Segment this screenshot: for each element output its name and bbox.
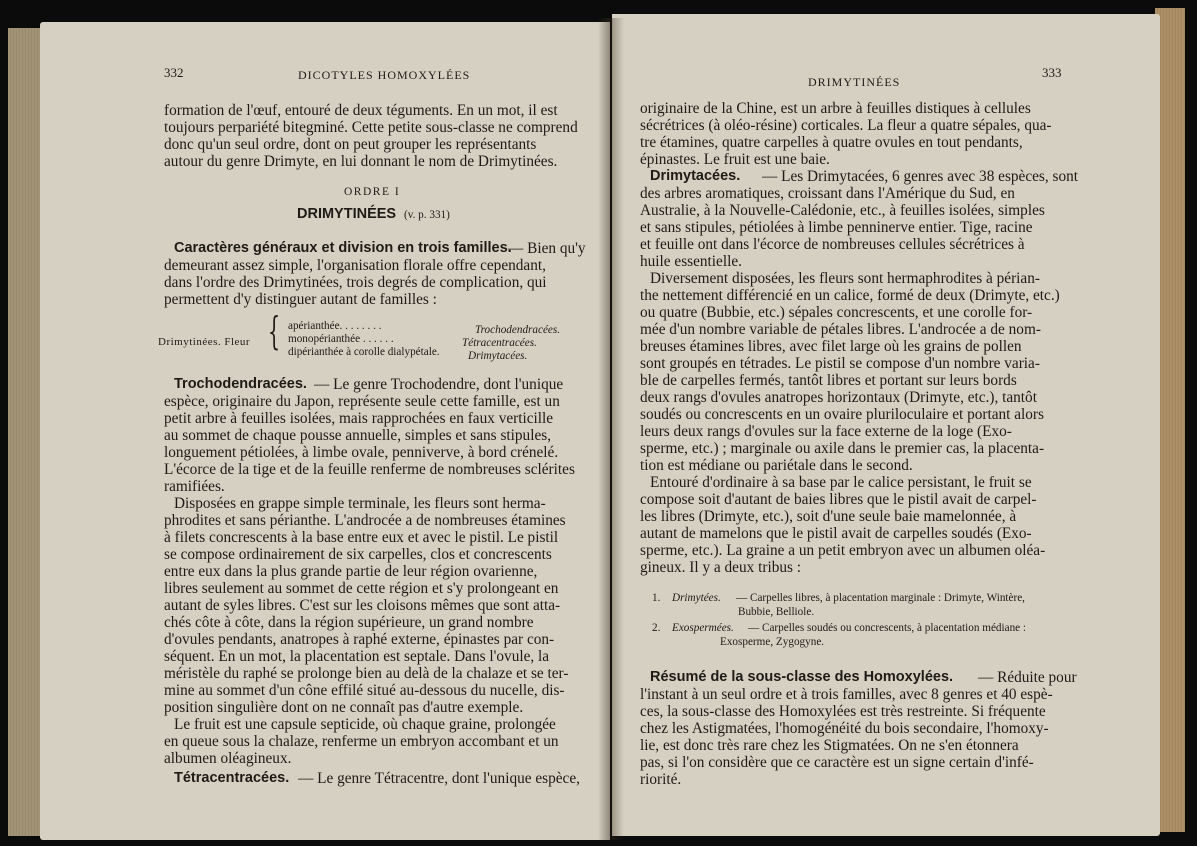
section-title: DRIMYTINÉES: [297, 206, 397, 222]
text-line: autant de mamelons que le pistil avait de carpelles soudés (Exo-: [640, 525, 1032, 542]
text-line: à filets concrescents à la base entre eux et avec le pistil. Le pistil: [164, 529, 559, 546]
trocho-heading: Trochodendracées.: [174, 376, 307, 392]
tribe-text: — Carpelles libres, à placentation marginale : Drimyte, Wintère,: [736, 592, 1025, 604]
text-line: ces, la sous-classe des Homoxylées est très restreinte. Si fréquente: [640, 703, 1046, 720]
text-line: entre eux dans la plus grande partie de leur région ovarienne,: [164, 563, 538, 580]
text-line: demeurant assez simple, l'organisation florale offre cependant,: [164, 257, 546, 274]
text-line: leurs deux rangs d'ovules sur la face externe de la loge (Exo-: [640, 423, 1012, 440]
text-line: originaire de la Chine, est un arbre à feuilles distiques à cellules: [640, 100, 1031, 117]
text-line: Le fruit est une capsule septicide, où chaque graine, prolongée: [174, 716, 556, 733]
text-line: en queue sous la chalaze, renferme un embryon accombant et un: [164, 733, 559, 750]
text-line: position singulière dont on ne connaît pas d'autre exemple.: [164, 699, 524, 716]
left-page: [40, 22, 610, 840]
text-line: et sans stipules, pétiolées à limbe penninerve entier. Tige, racine: [640, 219, 1033, 236]
text-line: soudés ou concrescents en un ovaire pluriloculaire et portant alors: [640, 406, 1044, 423]
text-line: se compose ordinairement de six carpelles, clos et concrescents: [164, 546, 552, 563]
text-line: tre étamines, quatre carpelles à quatre ovules en tout pendants,: [640, 134, 1023, 151]
text-line: méristèle du raphé se prolonge bien au delà de la chalaze et se ter-: [164, 665, 569, 682]
table-label: Drimytinées. Fleur: [158, 336, 251, 348]
text-line: permettent d'y distinguer autant de familles :: [164, 291, 437, 308]
tribe-number: 2.: [652, 622, 661, 634]
text-line: libres seulement au sommet de cette région et s'y prolongeant en: [164, 580, 559, 597]
text-line: épinastes. Le fruit est une baie.: [640, 151, 830, 168]
text-line: les libres (Drimyte, etc.), soit d'une seule baie mamelonnée, à: [640, 508, 1017, 525]
text-line: dans l'ordre des Drimytinées, trois degrés de complication, qui: [164, 274, 547, 291]
text-line: formation de l'œuf, entouré de deux téguments. En un mot, il est: [164, 102, 558, 119]
text-line: chez les Astigmatées, l'homogénéité du bois secondaire, l'homoxy-: [640, 720, 1049, 737]
running-head: DICOTYLES HOMOXYLÉES: [298, 68, 471, 82]
text-line: sperme, etc.) ; marginale ou axile dans le premier cas, la placenta-: [640, 440, 1045, 457]
text-line: breuses étamines libres, avec filet large où les grains de pollen: [640, 338, 1022, 355]
text-line: d'ovules pendants, anatropes à raphé externe, épinastes par con-: [164, 631, 555, 648]
text-line: toujours perpariété bitegminé. Cette petite sous-classe ne comprend: [164, 119, 578, 136]
text-line: des arbres aromatiques, croissant dans l'Amérique du Sud, en: [640, 185, 1015, 202]
text-line: the nettement différencié en un calice, formé de deux (Drimyte, etc.): [640, 287, 1060, 304]
table-row-left: monopérianthée . . . . . .: [288, 333, 394, 345]
ordre-label: ORDRE I: [344, 186, 401, 198]
text-line: tion est médiane ou pariétale dans le second.: [640, 457, 913, 474]
text-line: riorité.: [640, 771, 682, 788]
text-line: lie, est donc très rare chez les Stigmatées. On ne s'en étonnera: [640, 737, 1019, 754]
text-line: longuement pétiolées, à limbe ovale, penniverve, à bord crénelé.: [164, 444, 559, 461]
tribe-name: Exospermées.: [672, 622, 734, 634]
text-line: autant de syles libres. C'est sur les cloisons mêmes que sont atta-: [164, 597, 561, 614]
table-row-left: apérianthée. . . . . . . .: [288, 320, 382, 332]
text-line: donc qu'un seul ordre, dont on peut grouper les représentants: [164, 136, 537, 153]
table-row-right: Drimytacées.: [468, 350, 528, 362]
tetra-heading: Tétracentracées.: [174, 770, 290, 786]
text-line: — Réduite pour: [978, 669, 1077, 686]
brace-glyph: {: [268, 309, 281, 353]
book-gutter: [598, 18, 624, 840]
page-number: 333: [1042, 65, 1062, 80]
text-line: Entouré d'ordinaire à sa base par le calice persistant, le fruit se: [650, 474, 1032, 491]
text-line: pas, si l'on considère que ce caractère est un signe certain d'infé-: [640, 754, 1034, 771]
text-line: albumen oléagineux.: [164, 750, 292, 767]
text-line: gineux. Il y a deux tribus :: [640, 559, 802, 576]
text-line: Diversement disposées, les fleurs sont hermaphrodites à périan-: [650, 270, 1040, 287]
text-line: Australie, à la Nouvelle-Calédonie, etc., à feuilles isolées, simples: [640, 202, 1045, 219]
text-line: sont groupés en tétrades. Le pistil se compose d'un nombre varia-: [640, 355, 1040, 372]
text-line: ble de carpelles fermés, tantôt libres et portant sur leurs bords: [640, 372, 1017, 389]
text-line: sperme, etc.). La graine a un petit embryon avec un albumen oléa-: [640, 542, 1046, 559]
text-line: — Les Drimytacées, 6 genres avec 38 espèces, sont: [762, 168, 1079, 185]
text-line: sécrétrices (à oléo-résine) corticales. La fleur a quatre sépales, qua-: [640, 117, 1052, 134]
text-line: ou quatre (Bubbie, etc.) sépales concrescents, et une corolle for-: [640, 304, 1033, 321]
tribe-text: Exosperme, Zygogyne.: [720, 636, 825, 648]
table-row-right: Trochodendracées.: [475, 324, 561, 336]
tribe-number: 1.: [652, 592, 661, 604]
text-line: espèce, originaire du Japon, représente seule cette famille, est un: [164, 393, 560, 410]
text-line: — Bien qu'y: [508, 240, 586, 257]
text-line: — Le genre Trochodendre, dont l'unique: [314, 376, 564, 393]
tribe-text: Bubbie, Belliole.: [738, 606, 815, 618]
text-line: deux rangs d'ovules anatropes horizontaux (Drimyte, etc.), tantôt: [640, 389, 1037, 406]
drimy-heading: Drimytacées.: [650, 168, 741, 184]
tribe-name: Drimytées.: [672, 592, 721, 604]
right-page: [612, 14, 1160, 836]
text-line: mine au sommet d'un cône effilé situé au-dessous du nucelle, dis-: [164, 682, 565, 699]
text-line: Disposées en grappe simple terminale, les fleurs sont herma-: [174, 495, 546, 512]
text-line: — Le genre Tétracentre, dont l'unique espèce,: [298, 770, 580, 787]
text-line: petit arbre à feuilles isolées, mais rapprochées en faux verticille: [164, 410, 554, 427]
caracteres-heading: Caractères généraux et division en trois familles.: [174, 240, 512, 256]
text-line: autour du genre Drimyte, en lui donnant le nom de Drimytinées.: [164, 153, 558, 170]
section-ref: (v. p. 331): [404, 209, 450, 221]
running-head: DRIMYTINÉES: [808, 75, 901, 89]
page-number: 332: [164, 65, 184, 80]
text-line: chés côte à côte, dans la région supérieure, un grand nombre: [164, 614, 534, 631]
resume-heading: Résumé de la sous-classe des Homoxylées.: [650, 669, 954, 685]
text-line: ramifiées.: [164, 478, 225, 495]
text-line: et feuille ont dans l'écorce de nombreuses cellules sécrétrices à: [640, 236, 1025, 253]
tribe-text: — Carpelles soudés ou concrescents, à placentation médiane :: [748, 622, 1027, 634]
text-line: séquent. En un mot, la placentation est septale. Dans l'ovule, la: [164, 648, 550, 665]
text-line: huile essentielle.: [640, 253, 742, 270]
text-line: phrodites et sans périanthe. L'androcée a de nombreuses étamines: [164, 512, 566, 529]
text-line: mée d'un nombre variable de pétales libres. L'androcée a de nom-: [640, 321, 1041, 338]
table-row-left: dipérianthée à corolle dialypétale.: [288, 346, 440, 358]
table-row-right: Tétracentracées.: [462, 337, 537, 349]
text-line: compose soit d'autant de baies libres que le pistil avait de carpel-: [640, 491, 1037, 508]
text-line: l'instant à un seul ordre et à trois familles, avec 8 genres et 40 espè-: [640, 686, 1053, 703]
text-line: au sommet de chaque pousse annuelle, simples et sans stipules,: [164, 427, 552, 444]
text-line: L'écorce de la tige et de la feuille renferme de nombreuses sclérites: [164, 461, 575, 478]
